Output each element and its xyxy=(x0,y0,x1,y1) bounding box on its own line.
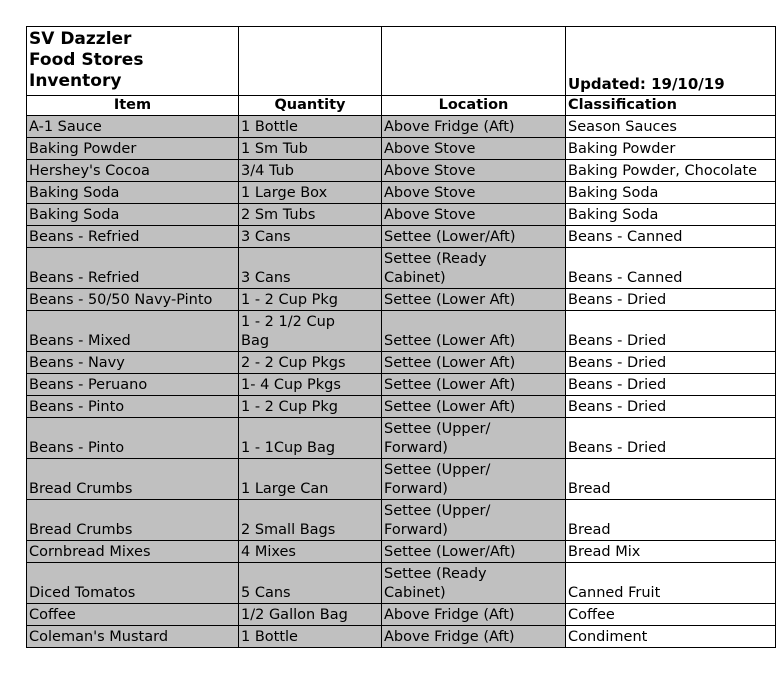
table-row xyxy=(27,374,776,396)
quantity-cell[interactable]: 1/2 Gallon Bag xyxy=(239,604,382,626)
table-row xyxy=(27,563,776,604)
classification-cell[interactable]: Beans - Dried xyxy=(566,396,776,418)
item-cell[interactable]: Bread Crumbs xyxy=(27,500,239,541)
quantity-cell[interactable]: 2 Sm Tubs xyxy=(239,204,382,226)
item-cell[interactable]: Baking Soda xyxy=(27,204,239,226)
column-header-quantity[interactable]: Quantity xyxy=(239,96,382,116)
item-cell[interactable]: Cornbread Mixes xyxy=(27,541,239,563)
quantity-cell[interactable]: 2 - 2 Cup Pkgs xyxy=(239,352,382,374)
quantity-cell[interactable]: 2 Small Bags xyxy=(239,500,382,541)
quantity-cell[interactable]: 1 Bottle xyxy=(239,116,382,138)
location-cell[interactable]: Settee (Upper/ Forward) xyxy=(382,500,566,541)
table-row xyxy=(27,500,776,541)
quantity-cell[interactable]: 1 - 1Cup Bag xyxy=(239,418,382,459)
classification-cell[interactable]: Baking Powder, Chocolate xyxy=(566,160,776,182)
quantity-cell[interactable]: 3 Cans xyxy=(239,226,382,248)
quantity-cell[interactable]: 1 - 2 Cup Pkg xyxy=(239,396,382,418)
table-row xyxy=(27,541,776,563)
table-row xyxy=(27,352,776,374)
location-cell[interactable]: Above Stove xyxy=(382,138,566,160)
title-cell-blank[interactable] xyxy=(382,27,566,96)
column-header-item[interactable]: Item xyxy=(27,96,239,116)
location-cell[interactable]: Above Fridge (Aft) xyxy=(382,626,566,648)
title-row xyxy=(27,27,776,96)
location-cell[interactable]: Settee (Lower/Aft) xyxy=(382,541,566,563)
title-cell-blank[interactable] xyxy=(239,27,382,96)
location-cell[interactable]: Settee (Lower Aft) xyxy=(382,396,566,418)
quantity-cell[interactable]: 1 Sm Tub xyxy=(239,138,382,160)
classification-cell[interactable]: Beans - Dried xyxy=(566,418,776,459)
classification-cell[interactable]: Baking Soda xyxy=(566,182,776,204)
location-cell[interactable]: Above Stove xyxy=(382,204,566,226)
header-row xyxy=(27,96,776,116)
quantity-cell[interactable]: 1 - 2 1/2 Cup Bag xyxy=(239,311,382,352)
location-cell[interactable]: Settee (Ready Cabinet) xyxy=(382,248,566,289)
quantity-cell[interactable]: 1 Large Can xyxy=(239,459,382,500)
location-cell[interactable]: Settee (Lower Aft) xyxy=(382,374,566,396)
quantity-cell[interactable]: 3/4 Tub xyxy=(239,160,382,182)
table-row xyxy=(27,311,776,352)
classification-cell[interactable]: Canned Fruit xyxy=(566,563,776,604)
quantity-cell[interactable]: 1 Large Box xyxy=(239,182,382,204)
location-cell[interactable]: Above Fridge (Aft) xyxy=(382,116,566,138)
table-row xyxy=(27,626,776,648)
classification-cell[interactable]: Condiment xyxy=(566,626,776,648)
quantity-cell[interactable]: 3 Cans xyxy=(239,248,382,289)
location-cell[interactable]: Above Fridge (Aft) xyxy=(382,604,566,626)
quantity-cell[interactable]: 1 Bottle xyxy=(239,626,382,648)
table-row xyxy=(27,396,776,418)
table-row xyxy=(27,226,776,248)
table-row xyxy=(27,459,776,500)
column-header-classification[interactable]: Classification xyxy=(566,96,776,116)
table-row xyxy=(27,418,776,459)
table-row xyxy=(27,116,776,138)
column-header-location[interactable]: Location xyxy=(382,96,566,116)
updated-date[interactable]: Updated: 19/10/19 xyxy=(566,27,776,96)
location-cell[interactable]: Above Stove xyxy=(382,182,566,204)
table-row xyxy=(27,604,776,626)
classification-cell[interactable]: Coffee xyxy=(566,604,776,626)
item-cell[interactable]: Beans - Refried xyxy=(27,226,239,248)
item-cell[interactable]: Beans - Pinto xyxy=(27,396,239,418)
item-cell[interactable]: A-1 Sauce xyxy=(27,116,239,138)
classification-cell[interactable]: Beans - Dried xyxy=(566,352,776,374)
item-cell[interactable]: Beans - Pinto xyxy=(27,418,239,459)
quantity-cell[interactable]: 1 - 2 Cup Pkg xyxy=(239,289,382,311)
table-row xyxy=(27,160,776,182)
classification-cell[interactable]: Baking Soda xyxy=(566,204,776,226)
location-cell[interactable]: Settee (Ready Cabinet) xyxy=(382,563,566,604)
item-cell[interactable]: Beans - Peruano xyxy=(27,374,239,396)
classification-cell[interactable]: Bread xyxy=(566,459,776,500)
item-cell[interactable]: Beans - Navy xyxy=(27,352,239,374)
table-row xyxy=(27,204,776,226)
location-cell[interactable]: Settee (Lower Aft) xyxy=(382,289,566,311)
item-cell[interactable]: Baking Soda xyxy=(27,182,239,204)
classification-cell[interactable]: Beans - Dried xyxy=(566,374,776,396)
item-cell[interactable]: Baking Powder xyxy=(27,138,239,160)
item-cell[interactable]: Hershey's Cocoa xyxy=(27,160,239,182)
classification-cell[interactable]: Bread Mix xyxy=(566,541,776,563)
location-cell[interactable]: Settee (Lower Aft) xyxy=(382,311,566,352)
item-cell[interactable]: Coleman's Mustard xyxy=(27,626,239,648)
classification-cell[interactable]: Bread xyxy=(566,500,776,541)
location-cell[interactable]: Settee (Lower/Aft) xyxy=(382,226,566,248)
inventory-table xyxy=(26,26,776,648)
table-row xyxy=(27,182,776,204)
classification-cell[interactable]: Baking Powder xyxy=(566,138,776,160)
quantity-cell[interactable]: 4 Mixes xyxy=(239,541,382,563)
table-row xyxy=(27,289,776,311)
item-cell[interactable]: Beans - Mixed xyxy=(27,311,239,352)
item-cell[interactable]: Bread Crumbs xyxy=(27,459,239,500)
item-cell[interactable]: Diced Tomatos xyxy=(27,563,239,604)
classification-cell[interactable]: Beans - Dried xyxy=(566,311,776,352)
location-cell[interactable]: Settee (Lower Aft) xyxy=(382,352,566,374)
location-cell[interactable]: Above Stove xyxy=(382,160,566,182)
quantity-cell[interactable]: 1- 4 Cup Pkgs xyxy=(239,374,382,396)
item-cell[interactable]: Beans - 50/50 Navy-Pinto xyxy=(27,289,239,311)
table-row xyxy=(27,248,776,289)
location-cell[interactable]: Settee (Upper/ Forward) xyxy=(382,418,566,459)
classification-cell[interactable]: Beans - Canned xyxy=(566,248,776,289)
item-cell[interactable]: Coffee xyxy=(27,604,239,626)
classification-cell[interactable]: Season Sauces xyxy=(566,116,776,138)
classification-cell[interactable]: Beans - Canned xyxy=(566,226,776,248)
location-cell[interactable]: Settee (Upper/ Forward) xyxy=(382,459,566,500)
sheet-title[interactable]: SV Dazzler Food Stores Inventory xyxy=(27,27,239,96)
item-cell[interactable]: Beans - Refried xyxy=(27,248,239,289)
classification-cell[interactable]: Beans - Dried xyxy=(566,289,776,311)
table-row xyxy=(27,138,776,160)
quantity-cell[interactable]: 5 Cans xyxy=(239,563,382,604)
